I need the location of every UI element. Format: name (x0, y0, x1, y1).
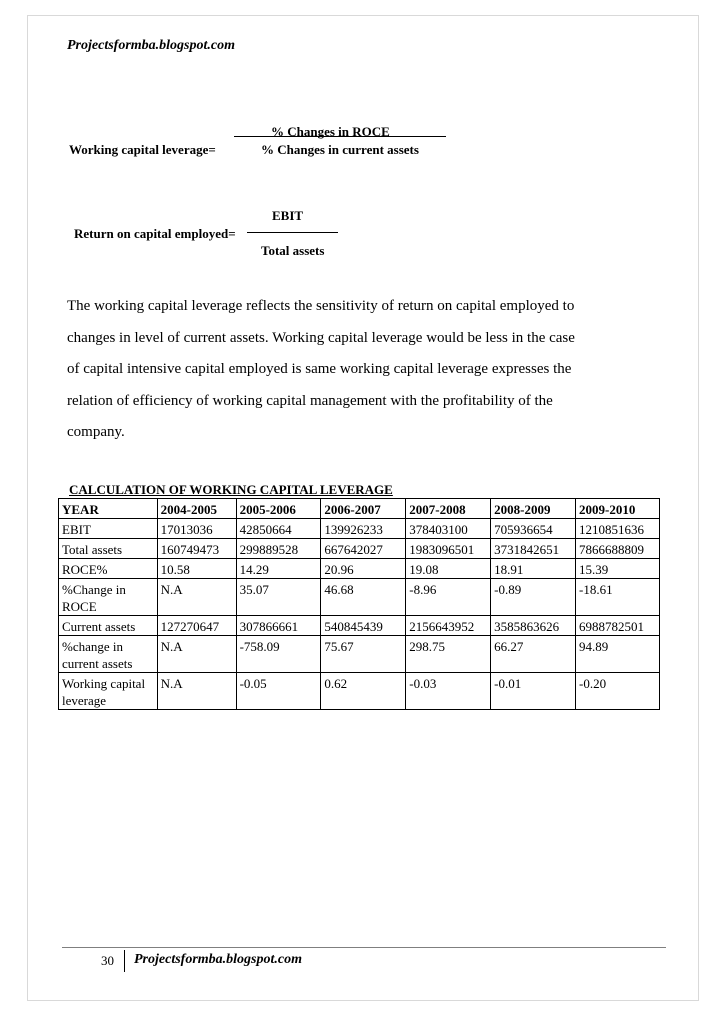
value-cell: 14.29 (236, 559, 321, 579)
paragraph-line: changes in level of current assets. Working capital leverage would be less in the case (67, 329, 575, 346)
value-cell: -758.09 (236, 636, 321, 673)
roce-numerator: EBIT (272, 208, 304, 223)
wcl-label: Working capital leverage= (69, 142, 216, 157)
table-row (59, 539, 660, 559)
year-header-cell: 2007-2008 (406, 499, 491, 519)
value-cell: 298.75 (406, 636, 491, 673)
year-header-cell: 2009-2010 (576, 499, 660, 519)
table-row (59, 616, 660, 636)
value-cell: 139926233 (321, 519, 406, 539)
value-cell: N.A (157, 636, 236, 673)
row-label-cell: Working capital leverage (59, 673, 158, 710)
value-cell: 1210851636 (576, 519, 660, 539)
year-header-cell: 2008-2009 (491, 499, 576, 519)
value-cell: 20.96 (321, 559, 406, 579)
value-cell: -8.96 (406, 579, 491, 616)
value-cell: 0.62 (321, 673, 406, 710)
footer-separator (124, 950, 125, 972)
roce-label: Return on capital employed= (74, 226, 236, 241)
wcl-numerator: % Changes in ROCE (271, 124, 390, 139)
value-cell: N.A (157, 673, 236, 710)
value-cell: N.A (157, 579, 236, 616)
value-cell: 19.08 (406, 559, 491, 579)
value-cell: 540845439 (321, 616, 406, 636)
table-header-row (59, 499, 660, 519)
row-label-cell: ROCE% (59, 559, 158, 579)
page-number: 30 (101, 953, 114, 968)
row-label-cell: %change in current assets (59, 636, 158, 673)
table-row (59, 579, 660, 616)
roce-fraction-line (247, 232, 338, 233)
value-cell: 35.07 (236, 579, 321, 616)
footer-site: Projectsformba.blogspot.com (134, 952, 302, 967)
value-cell: -0.03 (406, 673, 491, 710)
table-row (59, 673, 660, 710)
value-cell: 75.67 (321, 636, 406, 673)
value-cell: 18.91 (491, 559, 576, 579)
body-paragraph (67, 291, 667, 449)
value-cell: 127270647 (157, 616, 236, 636)
paragraph-line: The working capital leverage reflects the sensitivity of return on capital employed to (67, 298, 575, 314)
year-header-cell: 2006-2007 (321, 499, 406, 519)
paragraph-line: relation of efficiency of working capital management with the profitability of the (67, 392, 553, 409)
table-row (59, 636, 660, 673)
value-cell: 15.39 (576, 559, 660, 579)
value-cell: -0.01 (491, 673, 576, 710)
value-cell: -18.61 (576, 579, 660, 616)
value-cell: 10.58 (157, 559, 236, 579)
year-header-cell: 2004-2005 (157, 499, 236, 519)
value-cell: 1983096501 (406, 539, 491, 559)
value-cell: 378403100 (406, 519, 491, 539)
table-row (59, 519, 660, 539)
value-cell: 46.68 (321, 579, 406, 616)
header-site: Projectsformba.blogspot.com (67, 38, 235, 53)
row-label-cell: Total assets (59, 539, 158, 559)
table-title: CALCULATION OF WORKING CAPITAL LEVERAGE (69, 482, 393, 497)
value-cell: 3585863626 (491, 616, 576, 636)
value-cell: 3731842651 (491, 539, 576, 559)
value-cell: 2156643952 (406, 616, 491, 636)
header-cell: YEAR (59, 499, 158, 519)
paragraph-line: of capital intensive capital employed is same working capital leverage expresses the (67, 361, 572, 377)
value-cell: -0.89 (491, 579, 576, 616)
value-cell: -0.05 (236, 673, 321, 710)
working-capital-leverage-table (58, 498, 660, 710)
value-cell: 94.89 (576, 636, 660, 673)
table-row (59, 559, 660, 579)
wcl-denominator: % Changes in current assets (261, 142, 419, 157)
value-cell: 307866661 (236, 616, 321, 636)
value-cell: 160749473 (157, 539, 236, 559)
row-label-cell: EBIT (59, 519, 158, 539)
value-cell: 17013036 (157, 519, 236, 539)
value-cell: 705936654 (491, 519, 576, 539)
value-cell: 42850664 (236, 519, 321, 539)
footer-rule (62, 947, 666, 948)
value-cell: 667642027 (321, 539, 406, 559)
value-cell: 7866688809 (576, 539, 660, 559)
value-cell: -0.20 (576, 673, 660, 710)
paragraph-line: company. (67, 424, 125, 440)
value-cell: 299889528 (236, 539, 321, 559)
row-label-cell: Current assets (59, 616, 158, 636)
value-cell: 6988782501 (576, 616, 660, 636)
roce-denominator: Total assets (261, 243, 325, 258)
year-header-cell: 2005-2006 (236, 499, 321, 519)
value-cell: 66.27 (491, 636, 576, 673)
row-label-cell: %Change in ROCE (59, 579, 158, 616)
